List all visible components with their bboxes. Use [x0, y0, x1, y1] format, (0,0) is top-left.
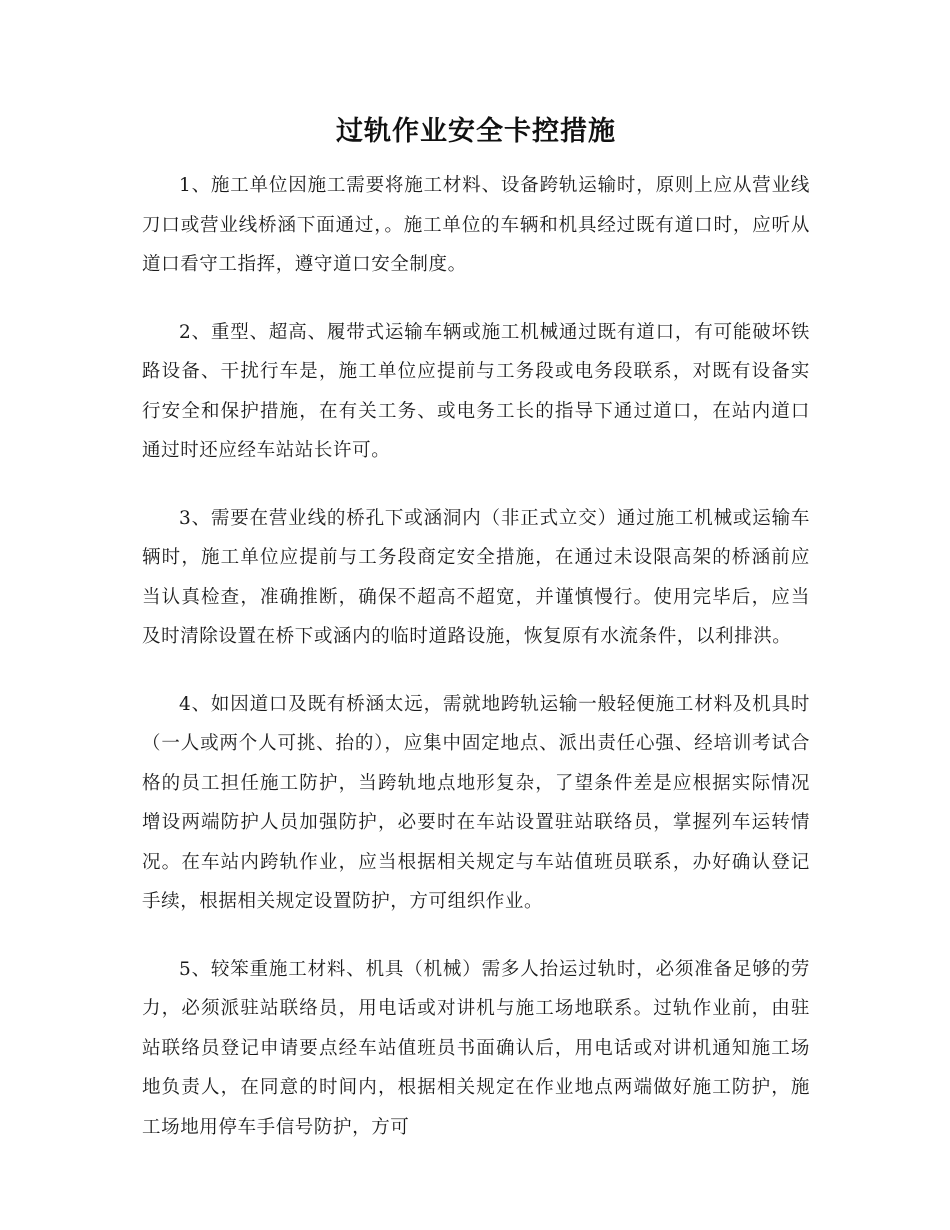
paragraph-1: 1、施工单位因施工需要将施工材料、设备跨轨运输时，原则上应从营业线刀口或营业线桥涵下面通过，。施工单位的车辆和机具经过既有道口时，应听从道口看守工指挥，遵守道口安全制度。 — [142, 175, 810, 275]
paragraph-5: 5、较笨重施工材料、机具（机械）需多人抬运过轨时，必须准备足够的劳力，必须派驻站联络员，用电话或对讲机与施工场地联系。过轨作业前，由驻站联络员登记申请要点经车站值班员书面确认后，用电话或对讲机通知施工场地负责人，在同意的时间内，根据相关规定在作业地点两端做好施工防护，施工场地用停车手信号防护，方可 — [142, 958, 810, 1138]
paragraph-4: 4、如因道口及既有桥涵太远，需就地跨轨运输一般轻便施工材料及机具时（一人或两个人可挑、抬的），应集中固定地点、派出责任心强、经培训考试合格的员工担任施工防护，当跨轨地点地形复杂，了望条件差是应根据实际情况增设两端防护人员加强防护，必要时在车站设置驻站联络员，掌握列车运转情况。在车站内跨轨作业，应当根据相关规定与车站值班员联系，办好确认登记手续，根据相关规定设置防护，方可组织作业。 — [142, 693, 810, 912]
paragraph-2: 2、重型、超高、履带式运输车辆或施工机械通过既有道口，有可能破坏铁路设备、干扰行车是，施工单位应提前与工务段或电务段联系，对既有设备实行安全和保护措施，在有关工务、或电务工长的指导下通过道口，在站内道口通过时还应经车站站长许可。 — [142, 321, 810, 461]
paragraph-3: 3、需要在营业线的桥孔下或涵洞内（非正式立交）通过施工机械或运输车辆时，施工单位应提前与工务段商定安全措施，在通过未设限高架的桥涵前应当认真检查，准确推断，确保不超高不超宽，并谨慎慢行。使用完毕后，应当及时清除设置在桥下或涵内的临时道路设施，恢复原有水流条件，以利排洪。 — [142, 507, 810, 647]
document-title: 过轨作业安全卡控措施 — [336, 116, 616, 147]
